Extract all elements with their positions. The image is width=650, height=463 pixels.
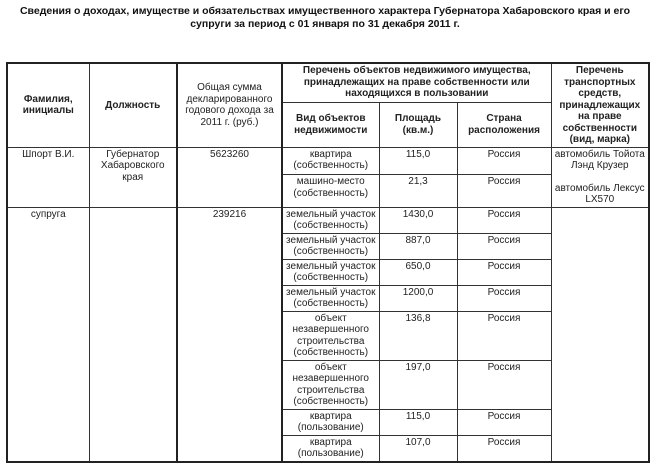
header-income: Общая сумма декларированного годового дохода за 2011 г. (руб.) xyxy=(177,63,282,147)
cell-area: 1430,0 xyxy=(379,207,457,233)
cell-country: Россия xyxy=(457,207,551,233)
title-line-1: Сведения о доходах, имуществе и обязательствах имущественного характера Губернатора Хабаровского края и его xyxy=(19,5,631,17)
cell-area: 107,0 xyxy=(379,435,457,462)
cell-country: Россия xyxy=(457,175,551,207)
cell-area: 115,0 xyxy=(379,147,457,175)
cell-realty-type: объект незавершенного строительства (собственность) xyxy=(282,311,379,360)
document-title xyxy=(0,5,650,31)
header-realty-group: Перечень объектов недвижимого имущества, принадлежащих на праве собственности или находящихся в пользовании xyxy=(282,63,551,102)
cell-realty-type: земельный участок (собственность) xyxy=(282,259,379,285)
vehicle-item: автомобиль Тойота Лэнд Крузер xyxy=(554,148,645,171)
vehicle-item: автомобиль Лексус LX570 xyxy=(554,182,645,205)
cell-position xyxy=(89,207,177,462)
cell-realty-type: земельный участок (собственность) xyxy=(282,207,379,233)
cell-area: 1200,0 xyxy=(379,285,457,311)
cell-realty-type: квартира (пользование) xyxy=(282,435,379,462)
cell-realty-type: машино-место (собственность) xyxy=(282,175,379,207)
cell-area: 21,3 xyxy=(379,175,457,207)
table-row xyxy=(7,207,649,233)
cell-country: Россия xyxy=(457,435,551,462)
cell-area: 115,0 xyxy=(379,409,457,435)
income-declaration-table xyxy=(6,62,650,463)
cell-area: 650,0 xyxy=(379,259,457,285)
cell-income: 5623260 xyxy=(177,147,282,207)
cell-country: Россия xyxy=(457,409,551,435)
cell-country: Россия xyxy=(457,233,551,259)
header-name: Фамилия, инициалы xyxy=(7,63,89,147)
header-area: Площадь (кв.м.) xyxy=(379,102,457,147)
cell-realty-type: земельный участок (собственность) xyxy=(282,285,379,311)
cell-position: Губернатор Хабаровского края xyxy=(89,147,177,207)
cell-realty-type: квартира (пользование) xyxy=(282,409,379,435)
cell-realty-type: квартира (собственность) xyxy=(282,147,379,175)
cell-area: 887,0 xyxy=(379,233,457,259)
cell-country: Россия xyxy=(457,285,551,311)
cell-vehicles xyxy=(551,207,649,462)
table-row xyxy=(7,147,649,175)
cell-country: Россия xyxy=(457,259,551,285)
cell-country: Россия xyxy=(457,311,551,360)
cell-realty-type: земельный участок (собственность) xyxy=(282,233,379,259)
cell-country: Россия xyxy=(457,147,551,175)
header-vehicles: Перечень транспортных средств, принадлежащих на праве собственности (вид, марка) xyxy=(551,63,649,147)
cell-name: супруга xyxy=(7,207,89,462)
header-realty-type: Вид объектов недвижимости xyxy=(282,102,379,147)
header-country: Страна расположения xyxy=(457,102,551,147)
cell-area: 197,0 xyxy=(379,360,457,409)
cell-name: Шпорт В.И. xyxy=(7,147,89,207)
cell-realty-type: объект незавершенного строительства (собственность) xyxy=(282,360,379,409)
header-position: Должность xyxy=(89,63,177,147)
cell-vehicles xyxy=(551,147,649,207)
title-line-2: супруги за период с 01 января по 31 декабря 2011 г. xyxy=(190,18,460,30)
cell-area: 136,8 xyxy=(379,311,457,360)
cell-country: Россия xyxy=(457,360,551,409)
cell-income: 239216 xyxy=(177,207,282,462)
